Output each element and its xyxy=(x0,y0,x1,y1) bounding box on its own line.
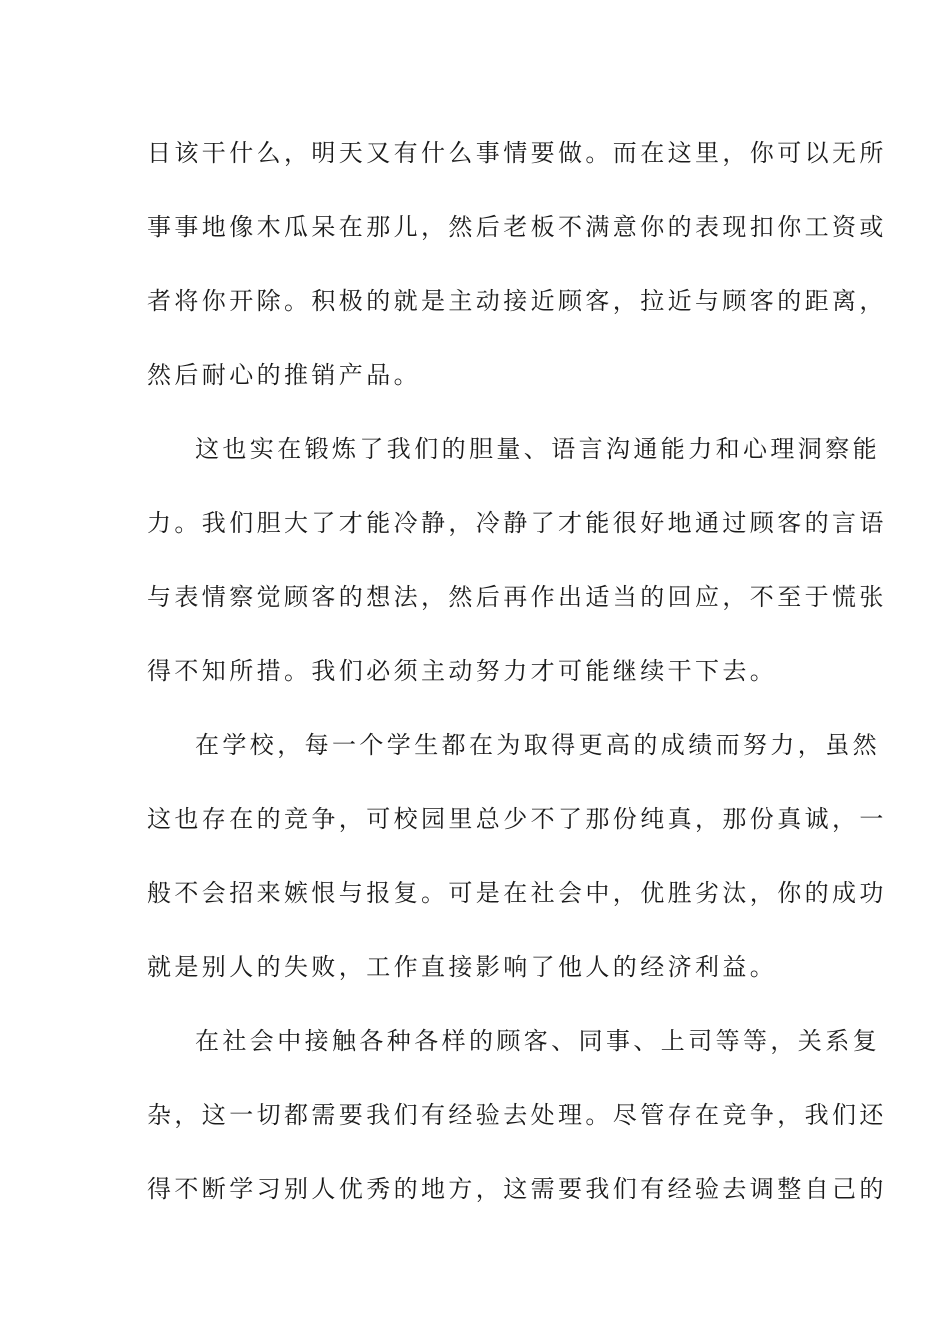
text-line: 得不断学习别人优秀的地方，这需要我们有经验去调整自己的 xyxy=(147,1175,887,1203)
text-line: 力。我们胆大了才能冷静，冷静了才能很好地通过顾客的言语 xyxy=(147,509,887,537)
text-line: 日该干什么，明天又有什么事情要做。而在这里，你可以无所 xyxy=(147,139,887,167)
text-line: 般不会招来嫉恨与报复。可是在社会中，优胜劣汰，你的成功 xyxy=(147,879,887,907)
paragraph-first-line: 在学校，每一个学生都在为取得更高的成绩而努力，虽然 xyxy=(195,731,880,759)
text-line: 然后耐心的推销产品。 xyxy=(147,361,421,389)
text-line: 这也存在的竞争，可校园里总少不了那份纯真，那份真诚，一 xyxy=(147,805,887,833)
text-line: 者将你开除。积极的就是主动接近顾客，拉近与顾客的距离， xyxy=(147,287,887,315)
text-line: 杂，这一切都需要我们有经验去处理。尽管存在竞争，我们还 xyxy=(147,1101,887,1129)
text-line: 得不知所措。我们必须主动努力才可能继续干下去。 xyxy=(147,657,778,685)
text-line: 就是别人的失败，工作直接影响了他人的经济利益。 xyxy=(147,953,778,981)
paragraph-first-line: 在社会中接触各种各样的顾客、同事、上司等等，关系复 xyxy=(195,1027,880,1055)
paragraph-first-line: 这也实在锻炼了我们的胆量、语言沟通能力和心理洞察能 xyxy=(195,435,880,463)
text-line: 事事地像木瓜呆在那儿，然后老板不满意你的表现扣你工资或 xyxy=(147,213,887,241)
text-line: 与表情察觉顾客的想法，然后再作出适当的回应，不至于慌张 xyxy=(147,583,887,611)
